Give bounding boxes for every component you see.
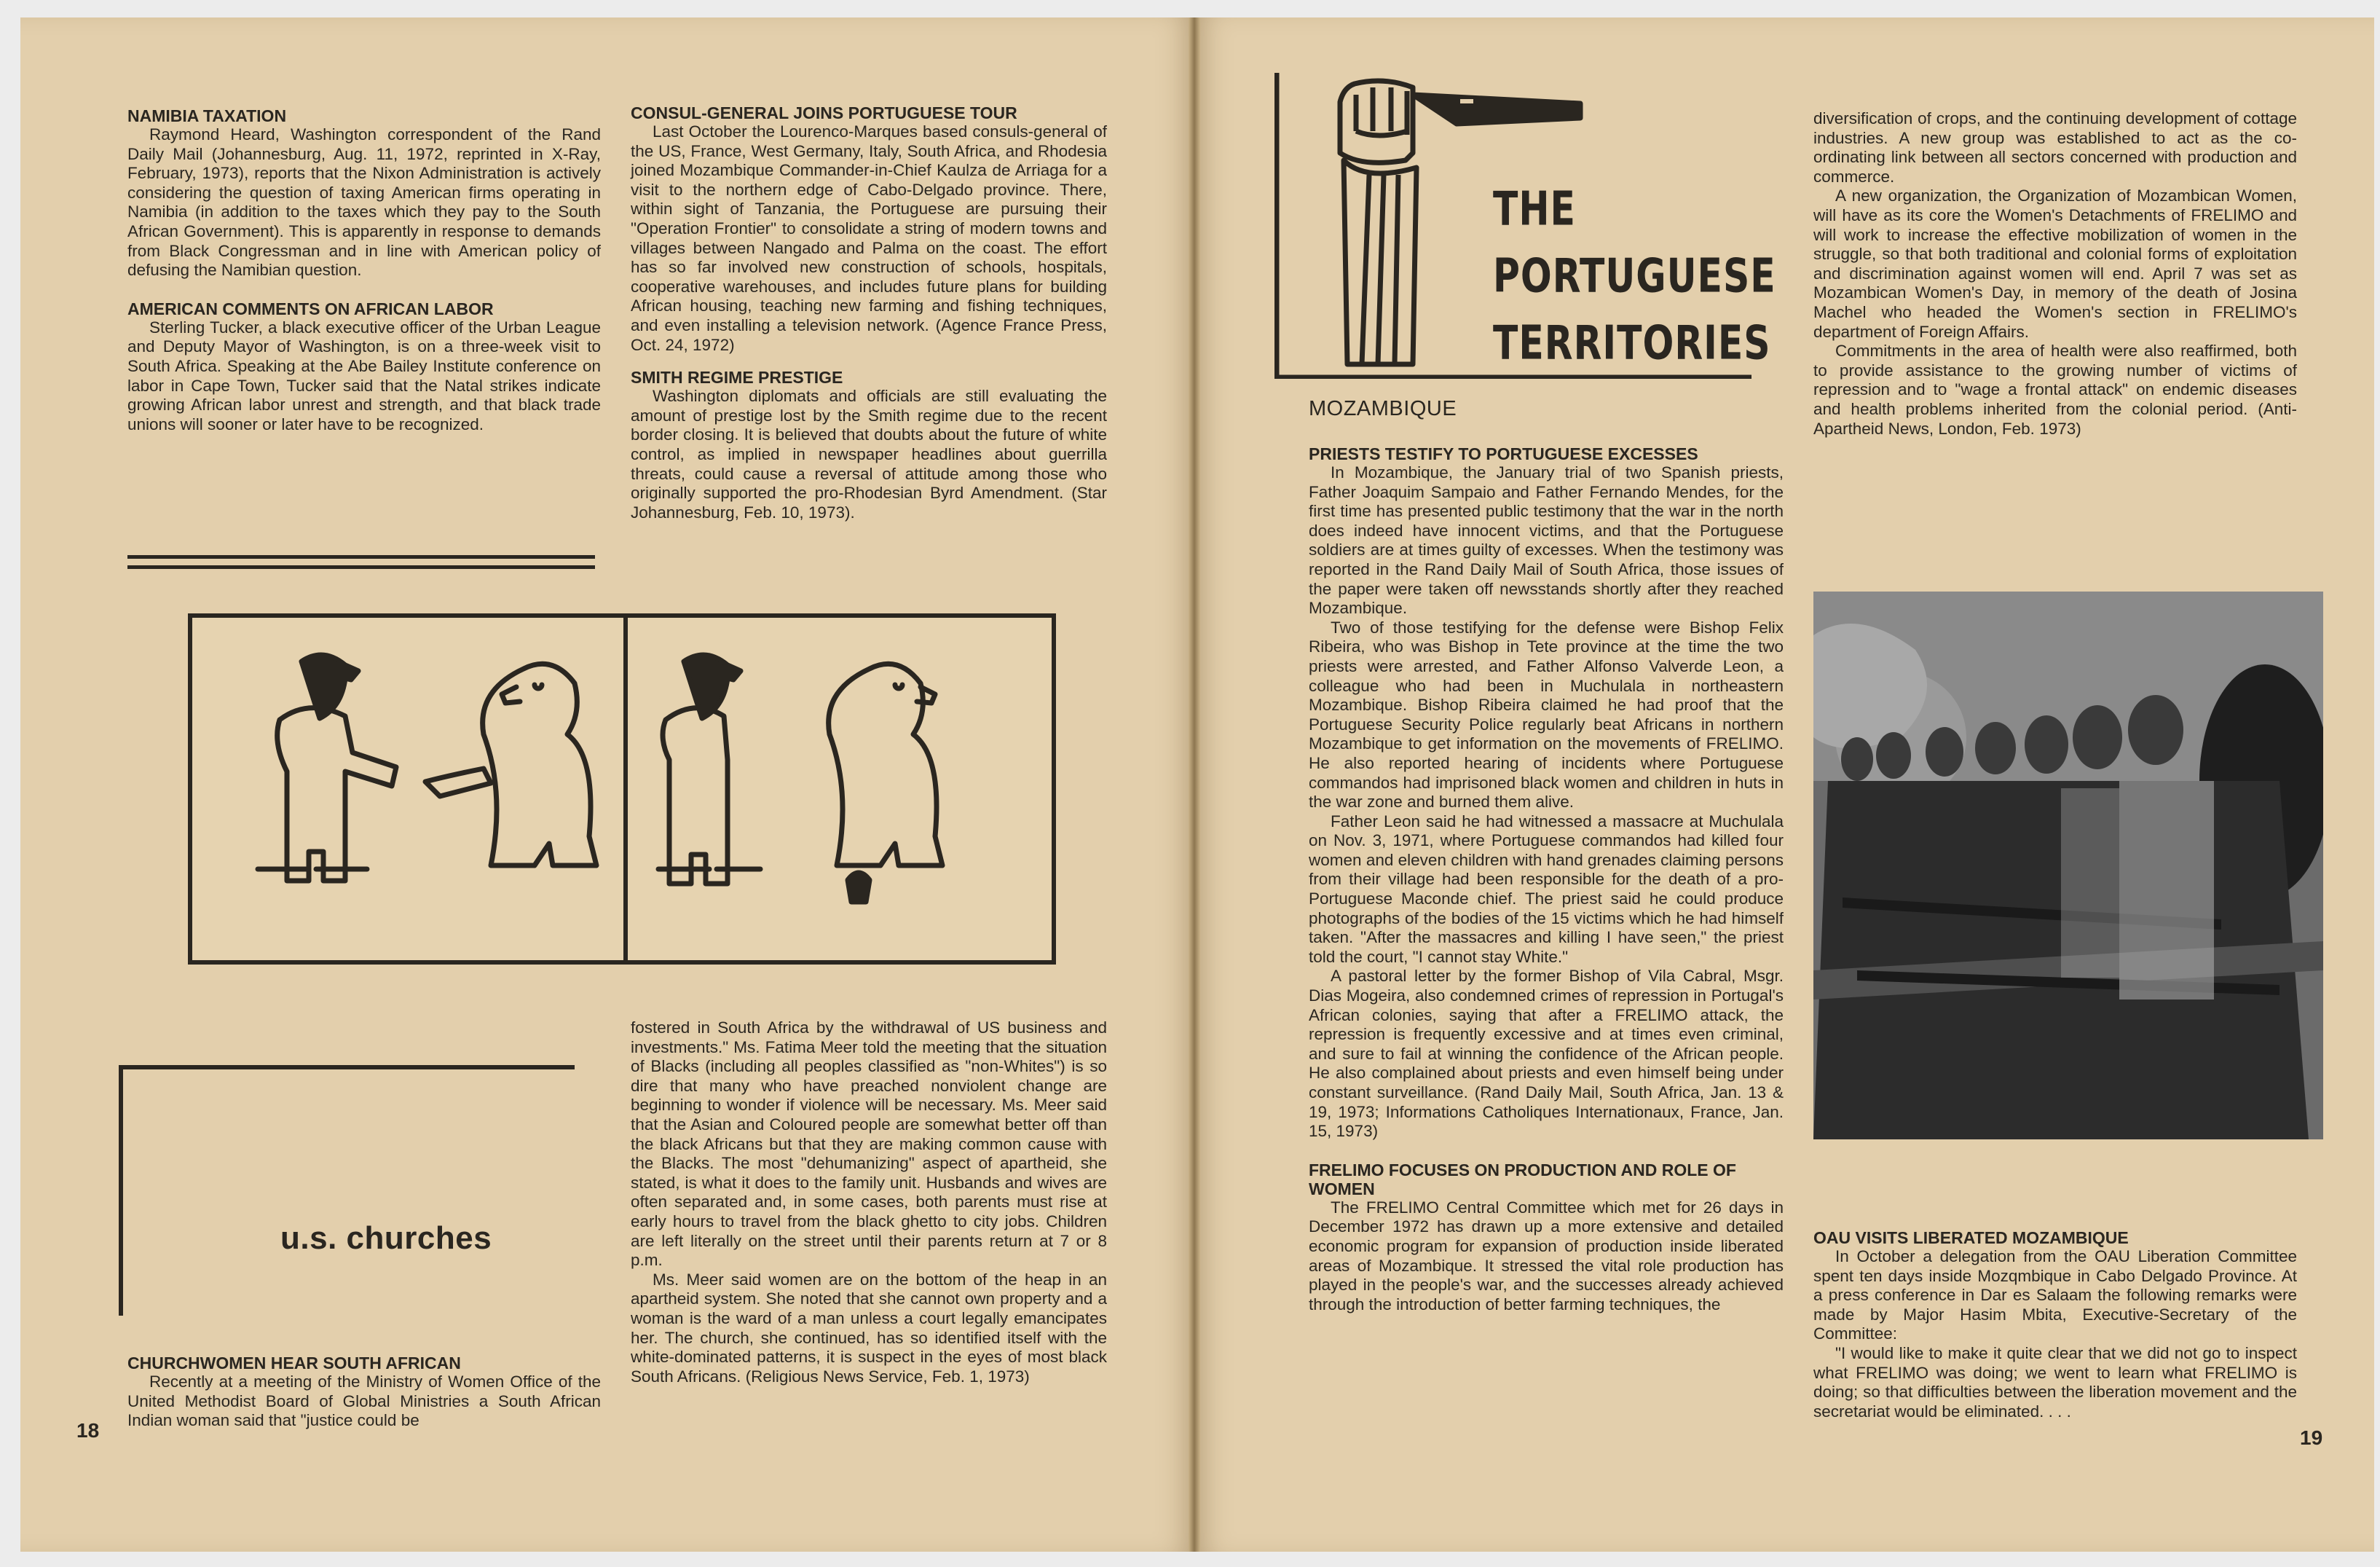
- production-paragraph-4: Commitments in the area of health were also reaffirmed, both to provide assistance to the growing number of victims of repression and to "wage a frontal attack" on endemic diseases and health problems inherited from the colonial period. (Anti-Apartheid News, London, Feb. 1973): [1813, 342, 2297, 438]
- consul-heading: CONSUL-GENERAL JOINS PORTUGUESE TOUR: [631, 103, 1017, 122]
- left-column-1-bottom: [127, 1354, 601, 1431]
- namibia-body: Raymond Heard, Washington correspondent of the Rand Daily Mail (Johannesburg, Aug. 11, 1972, reprinted in X-Ray, February, 1973), reports that the Nixon Administration is actively considering the question of taxing American firms operating in Namibia (in addition to the taxes which they pay to the South African Government). This is apparently in response to demands from Black Congressman and in line with American policy of defusing the Namibian question.: [127, 125, 601, 280]
- cartoon-panel: [188, 613, 1056, 965]
- cartoon-drawing: [192, 618, 1052, 960]
- page-number-right: 19: [2300, 1426, 2323, 1449]
- section-title-us-churches: u.s. churches: [280, 1220, 492, 1256]
- logo-title-line-1: THE: [1493, 182, 1576, 237]
- priests-paragraph-4: A pastoral letter by the former Bishop of Vila Cabral, Msgr. Dias Mogeira, also condemned crimes of repression in Portugal's African colonies, saying that after a FRELIMO attack, the repression is frequently excessive and at times even criminal, and sure to fail at winning the confidence of the African people. He also complained about priests and even himself being under constant surveillance. (Rand Daily Mail, South Africa, Jan. 13 & 19, 1973; Informations Catholiques Internationaux, France, Jan. 15, 1973): [1309, 967, 1784, 1141]
- production-heading: FRELIMO FOCUSES ON PRODUCTION AND ROLE OF WOMEN: [1309, 1160, 1736, 1198]
- page-spine: [1189, 17, 1200, 1552]
- frelimo-soldiers-photo: [1813, 592, 2323, 1139]
- region-heading: MOZAMBIQUE: [1309, 397, 1457, 420]
- logo-title-line-3: TERRITORIES: [1493, 316, 1771, 371]
- priests-heading: PRIESTS TESTIFY TO PORTUGUESE EXCESSES: [1309, 444, 1698, 463]
- logo-title: [1493, 176, 1776, 377]
- smith-heading: SMITH REGIME PRESTIGE: [631, 368, 843, 388]
- smith-body: Washington diplomats and officials are still evaluating the amount of prestige lost by the Smith regime due to the recent border closing. It is believed that doubts about the future of white control, as implied in newspaper headlines about guerrilla threats, could cause a reversal of attitude among those who originally supported the pro-Rhodesian Byrd Amendment. (Star Johannesburg, Feb. 10, 1973).: [631, 387, 1107, 522]
- oau-paragraph-2: "I would like to make it quite clear that we did not go to inspect what FRELIMO was doing; we went to learn what FRELIMO is doing; so that difficulties between the liberation movement and the secretariat would be eliminated. . . .: [1813, 1343, 2297, 1421]
- consul-body: Last October the Lourenco-Marques based consuls-general of the US, France, West Germany, Italy, South Africa, and Rhodesia joined Mozambique Commander-in-Chief Kaulza de Arriaga for a visit to the northern edge of Cabo-Delgado province. There, within sight of Tanzania, the Portuguese are pursuing their "Operation Frontier" to consolidate a string of modern towns and villages between Nangado and Palma on the coast. The effort has so far involved new construction of schools, hospitals, cooperative warehouses, and includes future plans for building African housing, teaching new farming and fishing techniques, and even installing a television network. (Agence France Press, Oct. 24, 1972): [631, 122, 1107, 354]
- priests-paragraph-1: In Mozambique, the January trial of two Spanish priests, Father Joaquim Sampaio and Father Fernando Mendes, for the first time has presented public testimony that the war in the north does indeed have innocent victims, and that the Portuguese soldiers are at times guilty of excesses. When the testimony was reported in the Rand Daily Mail of South Africa, those issues of the paper were taken off newsstands shortly after they reached Mozambique.: [1309, 463, 1784, 618]
- left-column-2-bottom: [631, 1018, 1107, 1386]
- section-frame: [119, 1065, 575, 1316]
- double-rule-bottom: [127, 565, 595, 569]
- meer-paragraph-1: fostered in South Africa by the withdrawal of US business and investments." Ms. Fatima Meer told the meeting that the situation of Blacks (including all peoples classified as "non-Whites") is so dire that many who have preached nonviolent change are beginning to wonder if violence will be necessary. Ms. Meer said that the Asian and Coloured people are somewhat better off than the black Africans but that they are making common cause with the Blacks. The most "dehumanizing" aspect of apartheid, she stated, is what it does to the family unit. Husbands and wives are often separated and, in some cases, both parents must rise at early hours to travel from the black ghetto to city jobs. Children are left literally on the street until their parents return at 7 or 8 p.m.: [631, 1018, 1107, 1270]
- churchwomen-heading: CHURCHWOMEN HEAR SOUTH AFRICAN: [127, 1354, 461, 1372]
- labor-heading: AMERICAN COMMENTS ON AFRICAN LABOR: [127, 299, 494, 318]
- oau-paragraph-1: In October a delegation from the OAU Liberation Committee spent ten days inside Mozqmbique in Cabo Delgado Province. At a press conference in Dar es Salaam the following remarks were made by Major Hasim Mbita, Executive-Secretary of the Committee:: [1813, 1247, 2297, 1343]
- photo-drawing: [1813, 592, 2323, 1139]
- labor-body: Sterling Tucker, a black executive officer of the Urban League and Deputy Mayor of Washington, is on a three-week visit to South Africa. Speaking at the Abe Bailey Institute conference on labor in Cape Town, Tucker said that the Natal strikes indicate growing African labor unrest and strength, and that black trade unions will sooner or later have to be recognized.: [127, 318, 601, 433]
- priests-paragraph-3: Father Leon said he had witnessed a massacre at Muchulala on Nov. 3, 1971, where Portuguese commandos had killed four women and eleven children with hand grenades claiming persons from their village had been responsible for the death of a pro-Portuguese Maconde chief. The priest said he could produce photographs of the bodies of the 15 victims which he had himself taken. "After the massacres and killing I have seen," the priest told the court, "I cannot stay White.": [1309, 812, 1784, 966]
- churchwomen-body: Recently at a meeting of the Ministry of Women Office of the United Methodist Board of Global Ministries a South African Indian woman said that "justice could be: [127, 1372, 601, 1430]
- right-column-2: [1813, 109, 2297, 439]
- right-column-1: [1309, 444, 1784, 1314]
- left-column-1: [127, 106, 601, 434]
- left-column-2: [631, 103, 1107, 522]
- priests-paragraph-2: Two of those testifying for the defense were Bishop Felix Ribeira, who was Bishop in Tete province at the time the two priests were arrested, and Father Alfonso Valverde Leon, a colleague who had been in Muchulala in northeastern Mozambique. Bishop Ribeira claimed he had proof that the Portuguese Security Police regularly beat Africans in northern Mozambique to get information on the movements of FRELIMO. He also reported hearing of incidents where Portuguese commandos had imprisoned black women and children in huts in the war zone and burned them alive.: [1309, 618, 1784, 812]
- double-rule-top: [127, 555, 595, 559]
- right-column-2-bottom: [1813, 1228, 2297, 1421]
- production-paragraph-3: A new organization, the Organization of Mozambican Women, will have as its core the Women's Detachments of FRELIMO and will work to increase the effective mobilization of women in the struggle, so that both traditional and colonial forms of exploitation and discrimination against women will end. April 7 was set as Mozambican Women's Day, in memory of the death of Josina Machel who headed the Women's section in FRELIMO's department of Foreign Affairs.: [1813, 186, 2297, 341]
- namibia-heading: NAMIBIA TAXATION: [127, 106, 287, 125]
- production-paragraph-1: The FRELIMO Central Committee which met for 26 days in December 1972 has drawn up a more extensive and detailed economic program for expansion of production inside liberated areas of Mozambique. It stressed the vital role production has played in the people's war, and the successes already achieved through the introduction of better farming techniques, the: [1309, 1198, 1784, 1313]
- page-number-left: 18: [76, 1419, 100, 1442]
- production-paragraph-2: diversification of crops, and the continuing development of cottage industries. A new group was established to act as the co-ordinating link between all sectors concerned with production and commerce.: [1813, 109, 2297, 186]
- logo-title-line-2: PORTUGUESE: [1493, 249, 1776, 304]
- oau-heading: OAU VISITS LIBERATED MOZAMBIQUE: [1813, 1228, 2129, 1247]
- meer-paragraph-2: Ms. Meer said women are on the bottom of the heap in an apartheid system. She noted that she cannot own property and a woman is the ward of a man unless a court legally emancipates her. The church, she continued, has so identified itself with the white-dominated patterns, it is suspect in the eyes of most black South Africans. (Religious News Service, Feb. 1, 1973): [631, 1270, 1107, 1386]
